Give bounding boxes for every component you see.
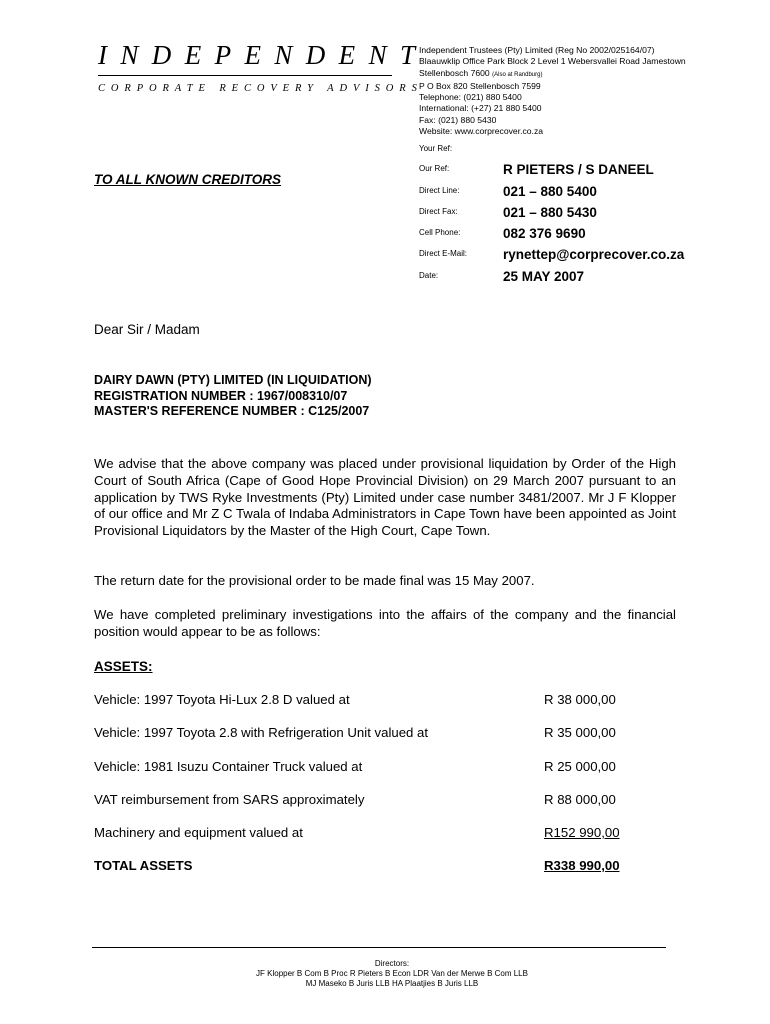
company-international: International: (+27) 21 880 5400 bbox=[419, 103, 542, 114]
assets-heading-colon: : bbox=[148, 659, 153, 674]
ref-label: Date: bbox=[419, 271, 439, 280]
asset-row bbox=[94, 825, 634, 843]
company-fax: Fax: (021) 880 5430 bbox=[419, 114, 497, 125]
ref-label: Our Ref: bbox=[419, 164, 450, 173]
ref-row-email bbox=[419, 247, 719, 267]
ref-value: 082 376 9690 bbox=[503, 226, 586, 241]
asset-description: VAT reimbursement from SARS approximately bbox=[94, 792, 365, 807]
ref-value: 021 – 880 5430 bbox=[503, 205, 597, 220]
asset-row bbox=[94, 759, 634, 777]
assets-heading bbox=[94, 659, 153, 674]
subject-company: DAIRY DAWN (PTY) LIMITED (IN LIQUIDATION) bbox=[94, 373, 372, 387]
company-po-box: P O Box 820 Stellenbosch 7599 bbox=[419, 80, 541, 91]
subject-block bbox=[94, 373, 372, 420]
ref-label: Cell Phone: bbox=[419, 228, 461, 237]
asset-description: Vehicle: 1997 Toyota Hi-Lux 2.8 D valued at bbox=[94, 692, 350, 707]
paragraph-return-date: The return date for the provisional order to be made final was 15 May 2007. bbox=[94, 573, 535, 588]
salutation: Dear Sir / Madam bbox=[94, 322, 200, 337]
company-logo-name: INDEPENDENT bbox=[98, 40, 429, 70]
ref-row-direct-fax bbox=[419, 205, 719, 225]
ref-row-cell-phone bbox=[419, 226, 719, 246]
company-city-line bbox=[419, 68, 686, 81]
ref-label: Direct Line: bbox=[419, 186, 460, 195]
ref-value: 25 MAY 2007 bbox=[503, 269, 585, 284]
company-details bbox=[419, 45, 686, 137]
ref-label: Direct Fax: bbox=[419, 207, 458, 216]
company-city: Stellenbosch 7600 bbox=[419, 67, 490, 78]
ref-row-our-ref bbox=[419, 162, 719, 182]
total-assets-label: TOTAL ASSETS bbox=[94, 858, 193, 873]
total-assets-amount: R338 990,00 bbox=[544, 858, 620, 873]
asset-row bbox=[94, 692, 634, 710]
ref-row-direct-line bbox=[419, 184, 719, 204]
logo-divider bbox=[98, 75, 392, 76]
footer-directors-line1: JF Klopper B Com B Proc R Pieters B Econ LDR Van der Merwe B Com LLB bbox=[256, 969, 528, 978]
your-ref-label: Your Ref: bbox=[419, 144, 453, 153]
ref-value: 021 – 880 5400 bbox=[503, 184, 597, 199]
subject-registration: REGISTRATION NUMBER : 1967/008310/07 bbox=[94, 388, 348, 403]
ref-row-date bbox=[419, 269, 719, 289]
total-assets-row bbox=[94, 858, 634, 876]
asset-amount: R 38 000,00 bbox=[544, 692, 616, 707]
asset-row bbox=[94, 725, 634, 743]
paragraph-liquidation: We advise that the above company was placed under provisional liquidation by Order of the High Court of South Africa (Cape of Good Hope Provincial Division) on 29 March 2007 pursuant to an application by TWS Ryke Investments (Pty) Limited under case number 3481/2007. Mr J F Klopper of our office and Mr Z C Twala of Indaba Administrators in Cape Town have been appointed as Joint Provisional Liquidators by the Master of the High Court, Cape Town. bbox=[94, 456, 676, 539]
footer-directors-line2: MJ Maseko B Juris LLB HA Plaatjies B Juris LLB bbox=[305, 979, 479, 988]
asset-description: Vehicle: 1997 Toyota 2.8 with Refrigeration Unit valued at bbox=[94, 725, 429, 740]
ref-value: R PIETERS / S DANEEL bbox=[503, 162, 654, 177]
asset-description: Machinery and equipment valued at bbox=[94, 825, 303, 840]
asset-amount: R 35 000,00 bbox=[544, 725, 616, 740]
company-reg-line: Independent Trustees (Pty) Limited (Reg No 2002/025164/07) bbox=[419, 45, 655, 55]
company-logo-tagline: CORPORATE RECOVERY ADVISORS bbox=[98, 83, 423, 94]
footer-divider bbox=[92, 947, 666, 948]
footer-directors-title: Directors: bbox=[374, 959, 410, 968]
company-website: Website: www.corprecover.co.za bbox=[419, 126, 544, 137]
company-telephone: Telephone: (021) 880 5400 bbox=[419, 92, 522, 103]
paragraph-financial-position: We have completed preliminary investigations into the affairs of the company and the financial position would appear to be as follows: bbox=[94, 607, 676, 639]
asset-row bbox=[94, 792, 634, 810]
asset-amount: R 25 000,00 bbox=[544, 759, 616, 774]
asset-amount: R 88 000,00 bbox=[544, 792, 616, 807]
asset-amount: R152 990,00 bbox=[544, 825, 620, 840]
ref-label: Direct E-Mail: bbox=[419, 249, 468, 258]
company-address-line: Blaauwklip Office Park Block 2 Level 1 Webersvallei Road Jamestown bbox=[419, 56, 686, 67]
company-branch-note: (Also at Randburg) bbox=[492, 71, 543, 78]
subject-master-ref: MASTER'S REFERENCE NUMBER : C125/2007 bbox=[94, 404, 370, 418]
ref-value: rynettep@corprecover.co.za bbox=[503, 247, 685, 262]
asset-description: Vehicle: 1981 Isuzu Container Truck valued at bbox=[94, 759, 363, 774]
addressee: TO ALL KNOWN CREDITORS bbox=[94, 172, 282, 187]
assets-heading-text: ASSETS bbox=[94, 659, 149, 674]
